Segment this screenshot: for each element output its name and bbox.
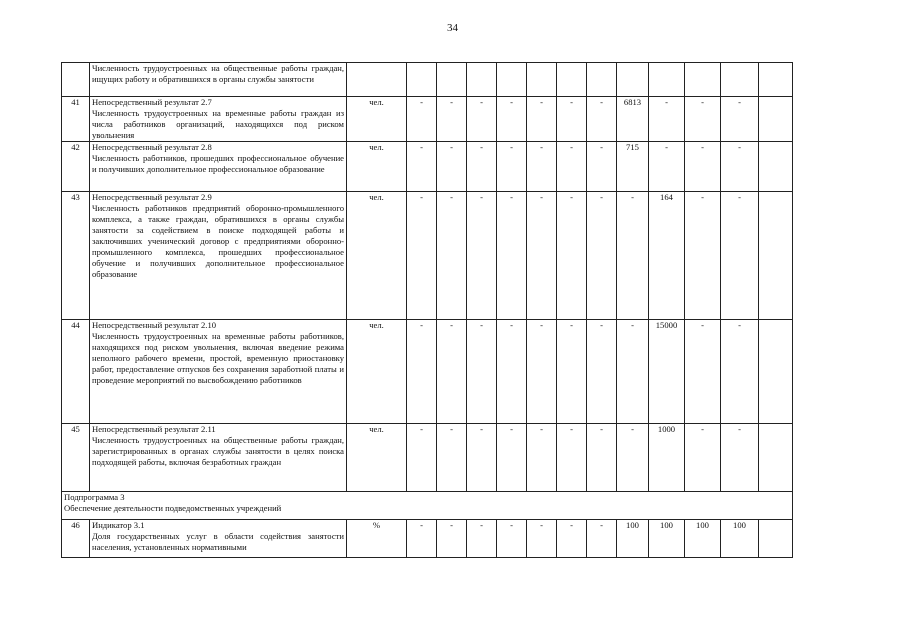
value-cell: - [587,424,617,492]
value-cell: - [497,424,527,492]
value-cell: - [527,424,557,492]
value-cell: - [407,520,437,558]
row-number: 44 [62,320,90,424]
value-cell: - [587,520,617,558]
value-cell: - [527,320,557,424]
description-line: Доля государственных услуг в области содействия занятости населения, установленных нормативными [92,531,344,552]
table-row [62,192,793,320]
value-cell [467,63,497,97]
row-number: 46 [62,520,90,558]
value-cell: - [685,192,721,320]
value-cell: - [407,320,437,424]
value-cell [759,142,793,192]
value-cell: - [497,97,527,142]
value-cell [649,63,685,97]
value-cell [587,63,617,97]
value-cell: - [557,192,587,320]
value-cell: - [685,142,721,192]
value-cell [497,63,527,97]
row-number: 45 [62,424,90,492]
value-cell [759,192,793,320]
unit-cell: чел. [347,142,407,192]
value-cell: - [587,97,617,142]
unit-cell: чел. [347,320,407,424]
value-cell [407,63,437,97]
value-cell [759,520,793,558]
table-row [62,63,793,97]
unit-cell: чел. [347,192,407,320]
value-cell: - [557,520,587,558]
page-number: 34 [447,22,458,34]
value-cell: - [437,97,467,142]
value-cell: 1000 [649,424,685,492]
value-cell: - [685,97,721,142]
value-cell [759,63,793,97]
value-cell: - [557,424,587,492]
indicator-description [90,424,347,492]
value-cell [437,63,467,97]
value-cell: - [437,424,467,492]
value-cell [759,97,793,142]
indicator-description [90,97,347,142]
description-line: Непосредственный результат 2.9 [92,192,212,202]
value-cell: - [527,520,557,558]
table-row [62,97,793,142]
value-cell [759,424,793,492]
value-cell [759,320,793,424]
value-cell: - [587,192,617,320]
row-number: 43 [62,192,90,320]
description-line: Численность трудоустроенных на временные работы граждан из числа работников организаций, находящихся под риском увольнения [92,108,344,140]
value-cell: - [497,192,527,320]
value-cell: - [467,520,497,558]
value-cell: - [721,142,759,192]
unit-cell: % [347,520,407,558]
value-cell [527,63,557,97]
value-cell [557,63,587,97]
value-cell: - [497,142,527,192]
value-cell: - [437,192,467,320]
value-cell: - [649,142,685,192]
description-line: Непосредственный результат 2.7 [92,97,212,107]
value-cell: - [721,424,759,492]
value-cell: - [407,424,437,492]
value-cell: 100 [721,520,759,558]
row-number [62,63,90,97]
value-cell: - [437,520,467,558]
value-cell [617,63,649,97]
section-title [62,492,793,520]
value-cell: - [407,97,437,142]
description-line: Непосредственный результат 2.10 [92,320,217,330]
indicators-table [61,62,793,558]
unit-cell [347,63,407,97]
section-row [62,492,793,520]
indicator-description [90,142,347,192]
value-cell: - [721,320,759,424]
table-row [62,142,793,192]
value-cell: - [557,142,587,192]
indicator-description [90,192,347,320]
value-cell: 15000 [649,320,685,424]
value-cell: - [407,192,437,320]
value-cell: - [617,424,649,492]
table-row [62,320,793,424]
value-cell: - [497,320,527,424]
row-number: 42 [62,142,90,192]
table-row [62,520,793,558]
value-cell: - [557,97,587,142]
value-cell: - [467,142,497,192]
value-cell: - [527,97,557,142]
value-cell: - [721,192,759,320]
section-line: Подпрограмма 3 [64,492,125,502]
description-line: Индикатор 3.1 [92,520,145,530]
indicator-description [90,63,347,97]
description-line: Численность трудоустроенных на общественные работы граждан, ищущих работу и обратившихся в органы службы занятости [92,63,344,84]
unit-cell: чел. [347,424,407,492]
value-cell: - [497,520,527,558]
description-line: Численность работников предприятий оборонно-промышленного комплекса, а также граждан, обратившихся в органы службы занятости за содействием в поиске подходящей работы и заключивших ученический договор с предприятиями оборонно-промышленного комплекса, прошедших профессиональное обучение и получивших дополнительное профессиональное образование [92,203,344,279]
description-line: Непосредственный результат 2.11 [92,424,216,434]
value-cell: 715 [617,142,649,192]
value-cell: - [527,142,557,192]
value-cell: - [587,320,617,424]
value-cell: - [685,424,721,492]
value-cell: - [467,97,497,142]
indicator-description [90,320,347,424]
description-line: Численность работников, прошедших профессиональное обучение и получивших дополнительное профессиональное образование [92,153,344,174]
value-cell: - [617,320,649,424]
value-cell: - [721,97,759,142]
description-line: Непосредственный результат 2.8 [92,142,212,152]
value-cell: 6813 [617,97,649,142]
unit-cell: чел. [347,97,407,142]
value-cell: - [685,320,721,424]
table-row [62,424,793,492]
value-cell: - [467,320,497,424]
value-cell: - [617,192,649,320]
value-cell [685,63,721,97]
value-cell [721,63,759,97]
value-cell: - [587,142,617,192]
section-line: Обеспечение деятельности подведомственных учреждений [64,503,282,513]
description-line: Численность трудоустроенных на временные работы работников, находящихся под риском увольнения, включая введение режима неполного рабочего времени, простой, временную приостановку работ, предоставление отпусков без сохранения заработной платы и проведение мероприятий по высвобождению работников [92,331,344,385]
value-cell: - [649,97,685,142]
value-cell: - [467,192,497,320]
value-cell: - [467,424,497,492]
value-cell: - [437,320,467,424]
indicator-description [90,520,347,558]
value-cell: - [407,142,437,192]
value-cell: - [437,142,467,192]
value-cell: - [557,320,587,424]
value-cell: 100 [649,520,685,558]
value-cell: 100 [617,520,649,558]
value-cell: 164 [649,192,685,320]
value-cell: - [527,192,557,320]
description-line: Численность трудоустроенных на общественные работы граждан, зарегистрированных в органах службы занятости в целях поиска подходящей работы, включая безработных граждан [92,435,344,467]
row-number: 41 [62,97,90,142]
value-cell: 100 [685,520,721,558]
